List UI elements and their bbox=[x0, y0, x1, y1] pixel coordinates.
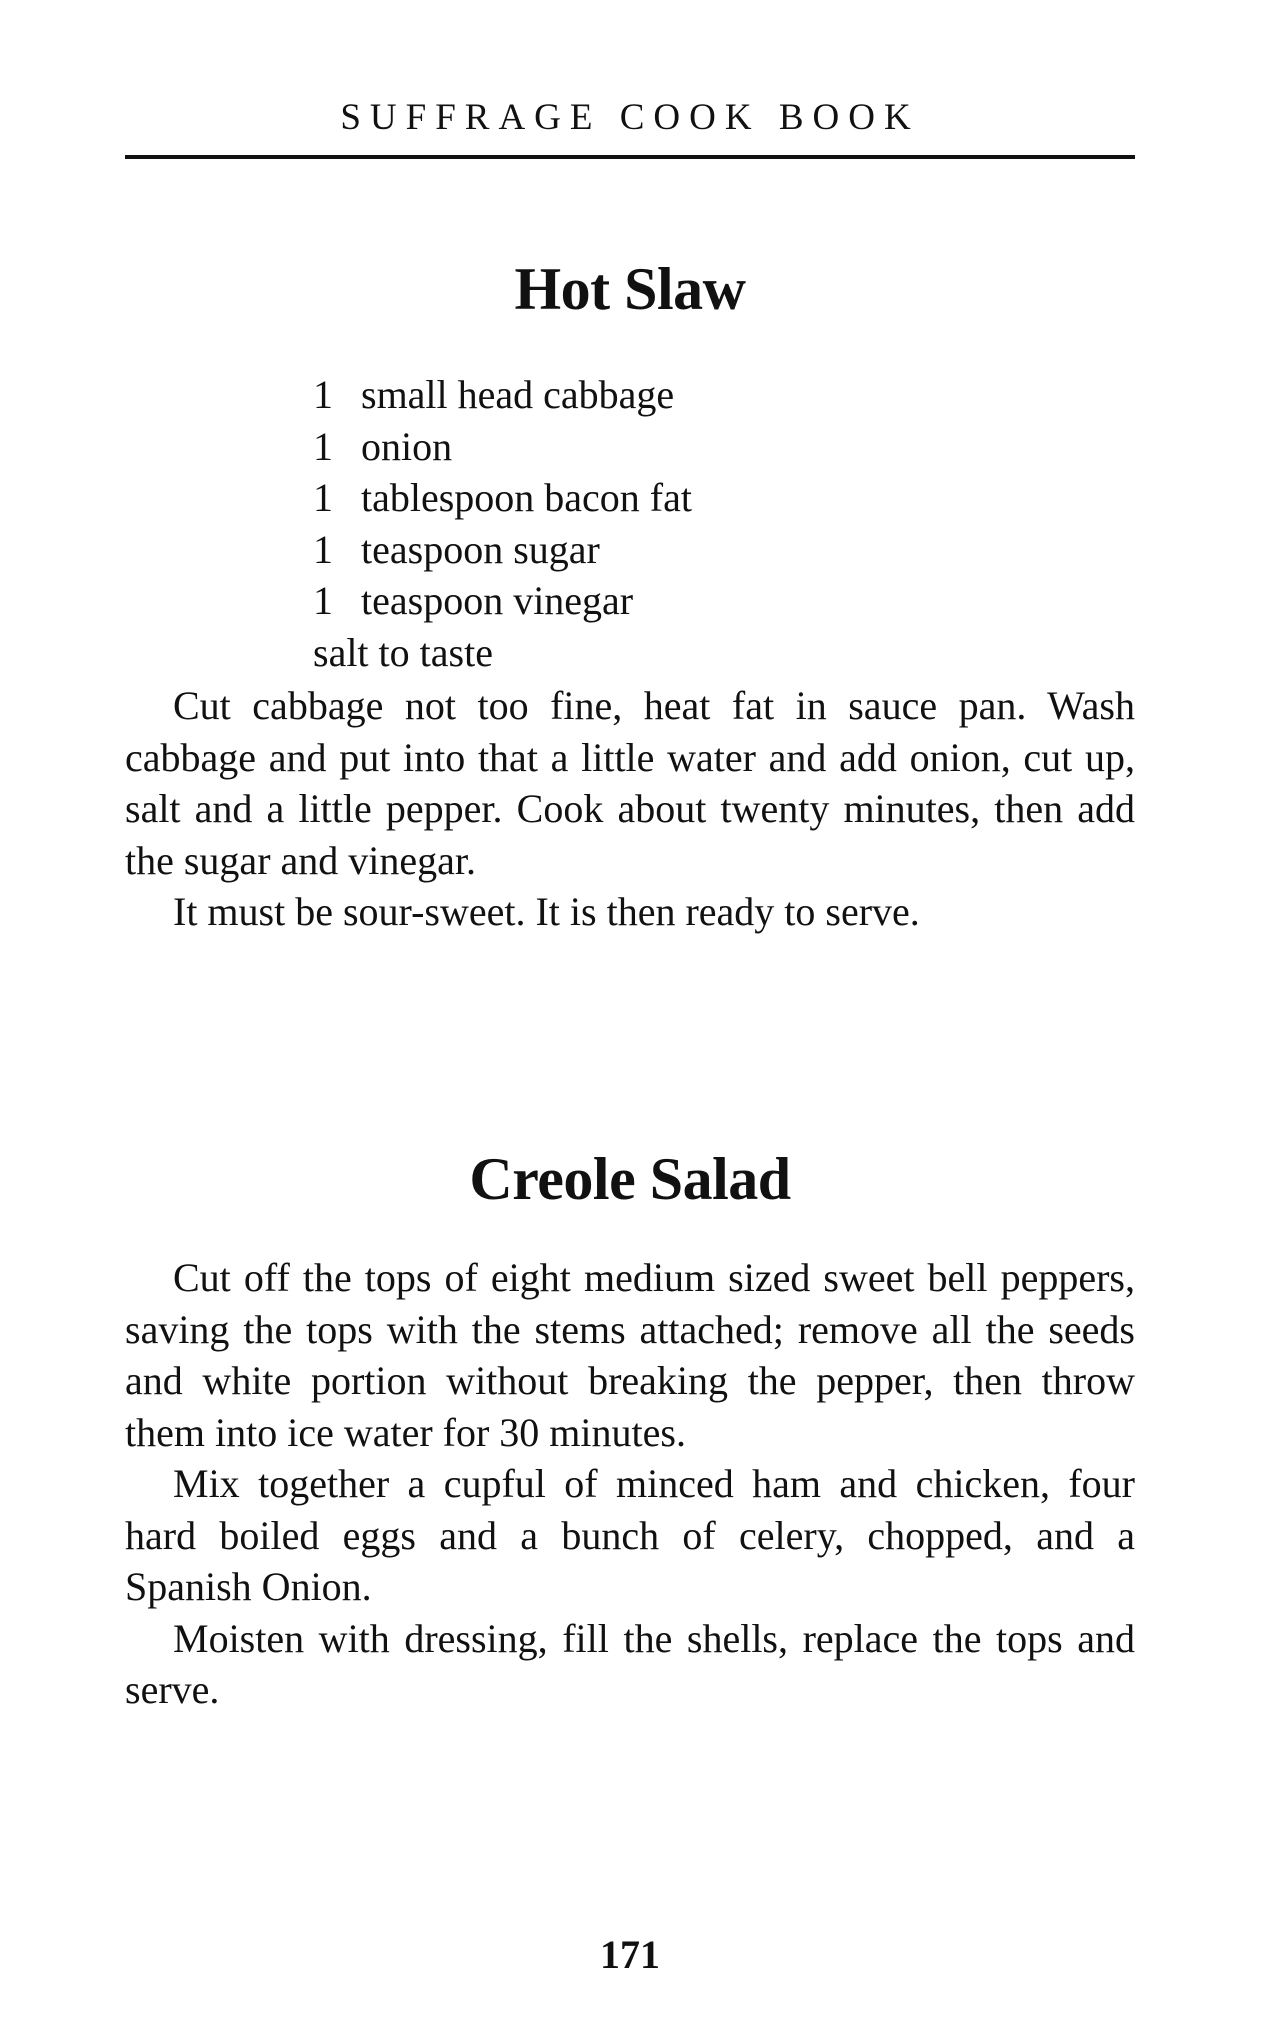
ingredient-name: tablespoon bacon fat bbox=[361, 475, 692, 520]
ingredient-name: small head cabbage bbox=[361, 372, 675, 417]
recipe-title-hot-slaw: Hot Slaw bbox=[514, 256, 746, 322]
direction-paragraph: Cut cabbage not too fine, heat fat in sauce pan. Wash cabbage and put into that a little water and add onion, cut up, salt and a little pepper. Cook about twenty minutes, then add the sugar and vinegar. bbox=[125, 683, 1135, 883]
direction-paragraph: It must be sour-sweet. It is then ready to serve. bbox=[173, 889, 920, 934]
header-rule bbox=[125, 155, 1135, 159]
ingredient-quantity: 1 bbox=[313, 372, 333, 417]
ingredient-item bbox=[313, 575, 692, 627]
ingredient-name: onion bbox=[361, 423, 453, 469]
direction-paragraph: Cut off the tops of eight medium sized sweet bell peppers, saving the tops with the stems attached; remove all the seeds and white portion without breaking the pepper, then throw them into ice water for 30 minutes. bbox=[125, 1255, 1135, 1455]
ingredient-item bbox=[313, 421, 692, 473]
ingredient-name: teaspoon sugar bbox=[361, 526, 600, 572]
ingredient-item bbox=[313, 524, 692, 576]
ingredient-list bbox=[313, 369, 692, 678]
ingredient-quantity: 1 bbox=[313, 423, 333, 469]
direction-paragraph: Mix together a cupful of minced ham and chicken, four hard boiled eggs and a bunch of celery, chopped, and a Spanish Onion. bbox=[125, 1461, 1135, 1609]
page-number: 171 bbox=[600, 1932, 660, 1977]
direction-paragraph: Moisten with dressing, fill the shells, replace the tops and serve. bbox=[125, 1615, 1135, 1712]
ingredient-item bbox=[313, 369, 692, 421]
ingredient-quantity: 1 bbox=[313, 475, 333, 520]
ingredient-item bbox=[313, 472, 692, 524]
ingredient-name: teaspoon vinegar bbox=[361, 578, 634, 623]
ingredient-item bbox=[313, 627, 692, 679]
recipe-directions-hot-slaw bbox=[125, 680, 1135, 938]
recipe-directions-creole-salad bbox=[125, 1252, 1135, 1716]
recipe-title-creole-salad: Creole Salad bbox=[469, 1146, 791, 1212]
ingredient-quantity: 1 bbox=[313, 526, 333, 572]
ingredient-name: salt to taste bbox=[313, 629, 493, 675]
running-head: SUFFRAGE COOK BOOK bbox=[340, 97, 920, 138]
ingredient-quantity: 1 bbox=[313, 578, 333, 623]
